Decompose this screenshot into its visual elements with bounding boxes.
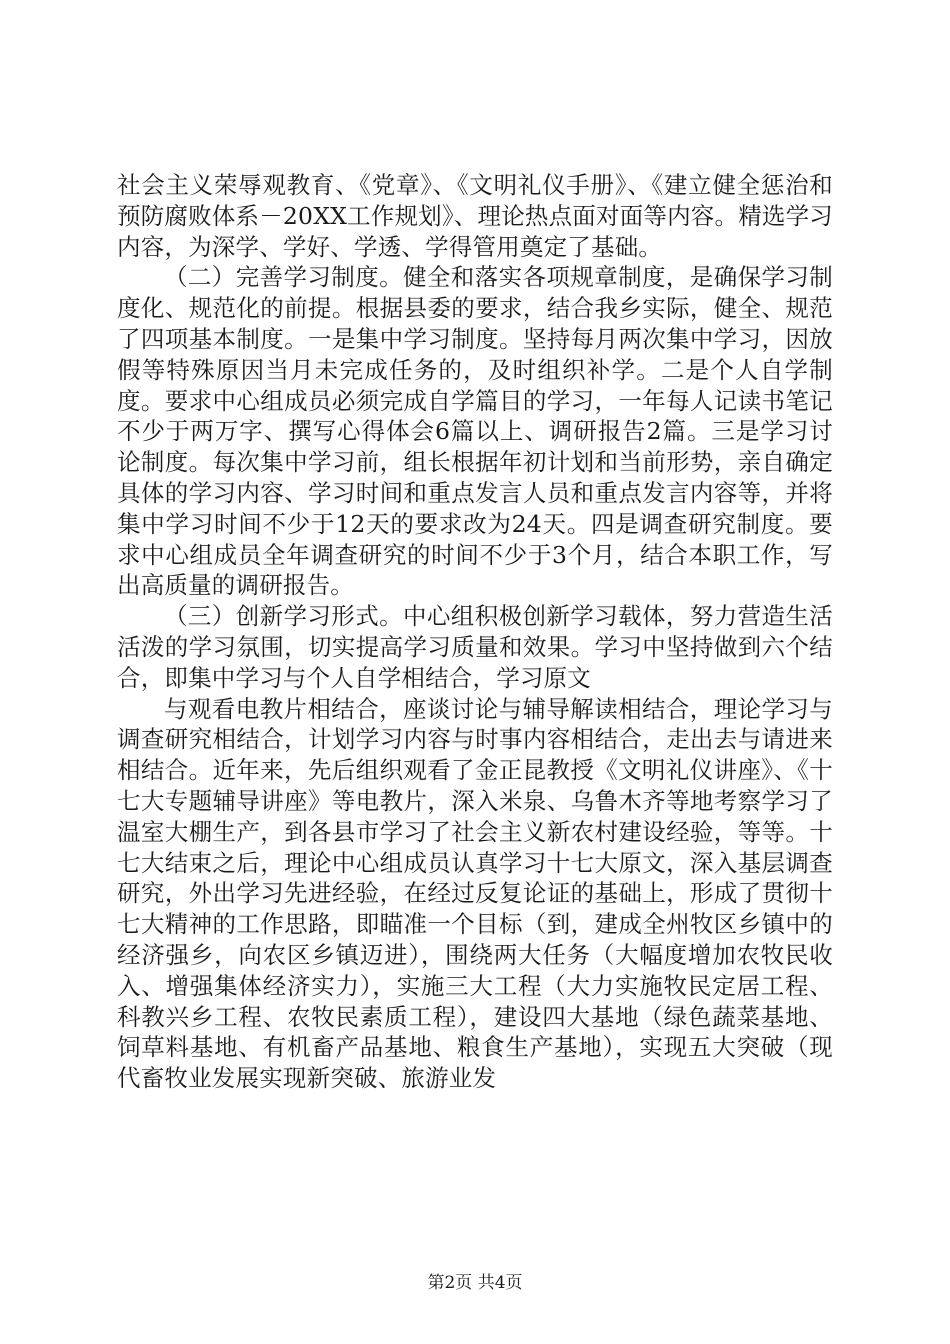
paragraph-study-forms-continued: 与观看电教片相结合，座谈讨论与辅导解读相结合，理论学习与调查研究相结合，计划学习内容与时事内容相结合，走出去与请进来相结合。近年来，先后组织观看了金正昆教授《文明礼仪讲座》、《十七大专题辅导讲座》等电教片，深入米泉、乌鲁木齐等地考察学习了温室大棚生产，到各县市学习了社会主义新农村建设经验，等等。十七大结束之后，理论中心组成员认真学习十七大原文，深入基层调查研究，外出学习先进经验，在经过反复论证的基础上，形成了贯彻十七大精神的工作思路，即瞄准一个目标（到，建成全州牧区乡镇中的经济强乡，向农区乡镇迈进），围绕两大任务（大幅度增加农牧民收入、增强集体经济实力），实施三大工程（大力实施牧民定居工程、科教兴乡工程、农牧民素质工程），建设四大基地（绿色蔬菜基地、饲草料基地、有机畜产品基地、粮食生产基地），实现五大突破（现代畜牧业发展实现新突破、旅游业发 — [117, 694, 833, 1093]
paragraph-study-forms: （三）创新学习形式。中心组积极创新学习载体，努力营造生活活泼的学习氛围，切实提高学习质量和效果。学习中坚持做到六个结合，即集中学习与个人自学相结合，学习原文 — [117, 602, 833, 692]
paragraph-study-system: （二）完善学习制度。健全和落实各项规章制度，是确保学习制度化、规范化的前提。根据县委的要求，结合我乡实际，健全、规范了四项基本制度。一是集中学习制度。坚持每月两次集中学习，因放假等特殊原因当月未完成任务的，及时组织补学。二是个人自学制度。要求中心组成员必须完成自学篇目的学习，一年每人记读书笔记不少于两万字、撰写心得体会6篇以上、调研报告2篇。三是学习讨论制度。每次集中学习前，组长根据年初计划和当前形势，亲自确定具体的学习内容、学习时间和重点发言人员和重点发言内容等，并将集中学习时间不少于12天的要求改为24天。四是调查研究制度。要求中心组成员全年调查研究的时间不少于3个月，结合本职工作，写出高质量的调研报告。 — [117, 263, 833, 600]
document-body — [117, 170, 833, 1094]
page-number-footer: 第2页 共4页 — [427, 1273, 523, 1293]
paragraph-continued-list: 社会主义荣辱观教育、《党章》、《文明礼仪手册》、《建立健全惩治和预防腐败体系－20XX工作规划》、理论热点面对面等内容。精选学习内容，为深学、学好、学透、学得管用奠定了基础。 — [117, 171, 834, 261]
